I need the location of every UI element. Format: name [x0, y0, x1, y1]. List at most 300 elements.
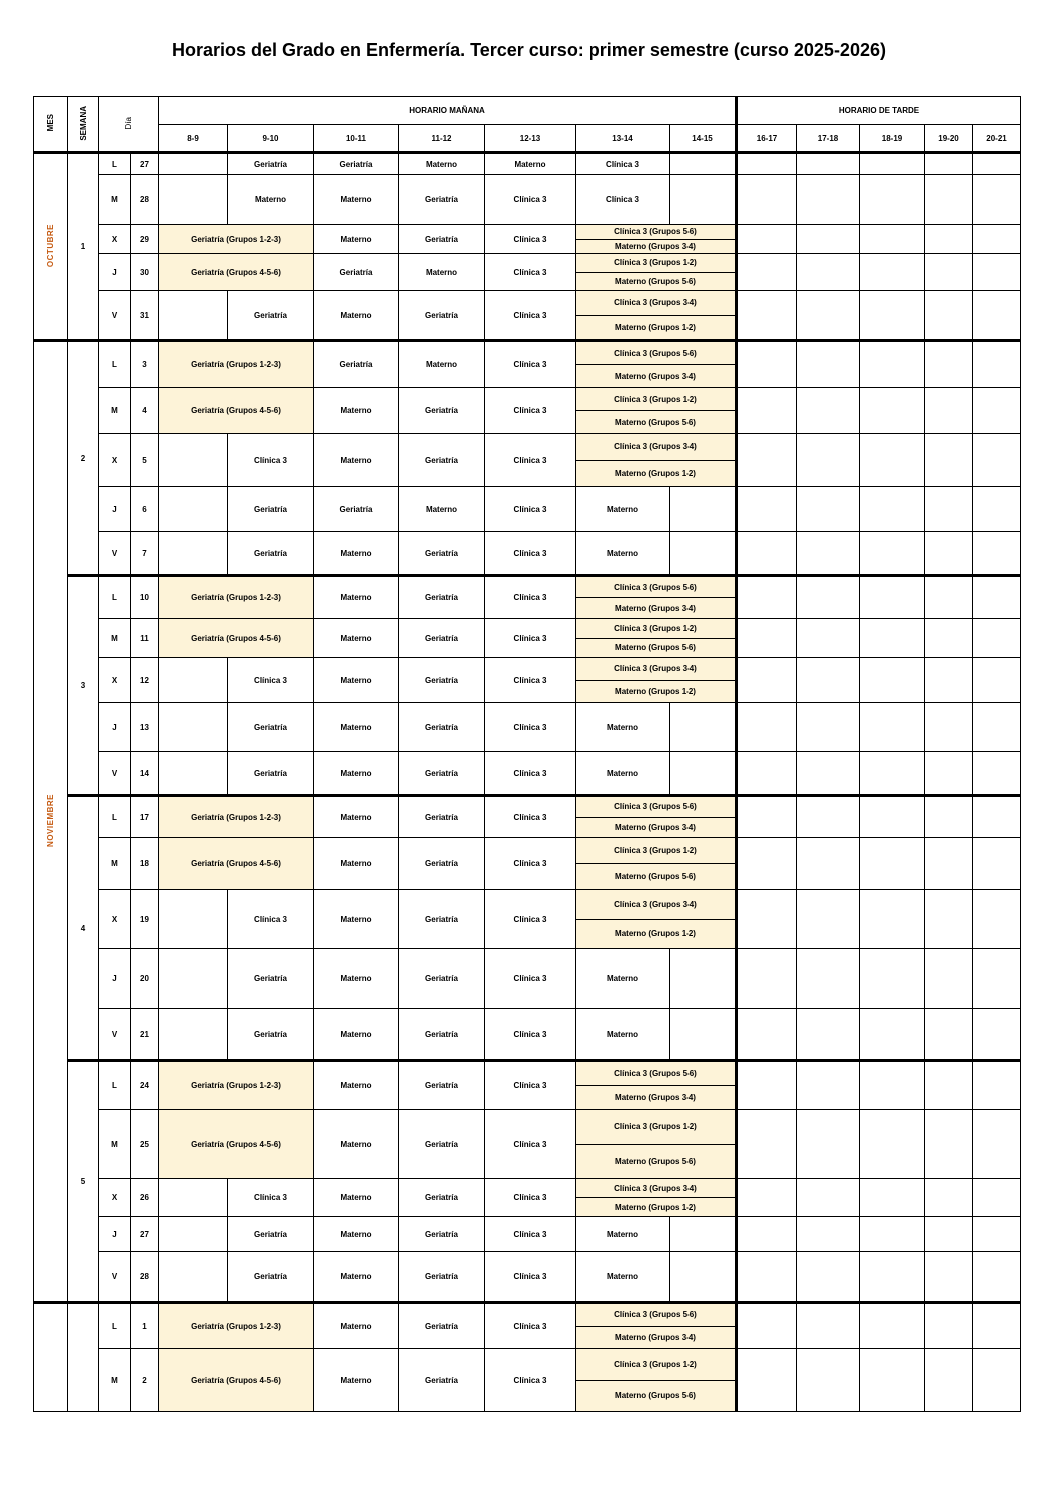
day-number: 28 — [131, 175, 159, 225]
day-number: 19 — [131, 890, 159, 949]
afternoon-cell — [925, 175, 973, 225]
split-group — [576, 1062, 735, 1109]
class-cell: Geriatría — [399, 1179, 485, 1217]
slot-header: 17-18 — [797, 125, 860, 153]
weekday-letter: V — [99, 752, 131, 796]
slot-header: 11-12 — [399, 125, 485, 153]
split-group — [576, 890, 735, 948]
table-row — [34, 1252, 1021, 1303]
class-cell — [159, 175, 228, 225]
class-cell: Clínica 3 — [485, 1349, 576, 1412]
class-cell: Clínica 3 — [485, 291, 576, 341]
afternoon-cell — [925, 796, 973, 838]
split-cell — [576, 619, 737, 658]
weekday-letter: V — [99, 1252, 131, 1303]
class-cell: Geriatría — [399, 703, 485, 752]
class-cell: Clínica 3 — [485, 341, 576, 388]
afternoon-cell — [925, 388, 973, 434]
day-number: 11 — [131, 619, 159, 658]
class-cell — [159, 1217, 228, 1252]
class-cell: Geriatría — [399, 1009, 485, 1061]
table-row — [34, 487, 1021, 532]
afternoon-cell — [860, 752, 925, 796]
day-number: 6 — [131, 487, 159, 532]
table-row — [34, 576, 1021, 619]
class-cell: Materno — [576, 752, 670, 796]
class-cell: Geriatría — [399, 1217, 485, 1252]
split-cell — [576, 796, 737, 838]
day-number: 21 — [131, 1009, 159, 1061]
table-row — [34, 153, 1021, 175]
afternoon-cell — [973, 291, 1021, 341]
afternoon-cell — [860, 254, 925, 291]
empty-cell — [670, 532, 737, 576]
slot-header: 18-19 — [860, 125, 925, 153]
class-cell: Geriatría — [399, 1349, 485, 1412]
class-cell: Geriatría — [228, 291, 314, 341]
day-number: 14 — [131, 752, 159, 796]
afternoon-cell — [737, 1179, 797, 1217]
split-cell — [576, 1349, 737, 1412]
class-cell: Materno — [399, 487, 485, 532]
afternoon-cell — [860, 1217, 925, 1252]
class-cell — [159, 703, 228, 752]
afternoon-cell — [925, 1179, 973, 1217]
afternoon-cell — [860, 175, 925, 225]
afternoon-cell — [860, 890, 925, 949]
header-morning: HORARIO MAÑANA — [159, 97, 737, 125]
split-bottom: Materno (Grupos 5-6) — [576, 1380, 735, 1412]
afternoon-cell — [860, 532, 925, 576]
table-row — [34, 1179, 1021, 1217]
weekday-letter: V — [99, 1009, 131, 1061]
empty-cell — [670, 175, 737, 225]
weekday-letter: L — [99, 1303, 131, 1349]
split-bottom: Materno (Grupos 1-2) — [576, 680, 735, 703]
afternoon-cell — [737, 1252, 797, 1303]
split-top: Clínica 3 (Grupos 3-4) — [576, 434, 735, 460]
slot-header: 20-21 — [973, 125, 1021, 153]
class-cell: Materno — [314, 291, 399, 341]
day-number: 3 — [131, 341, 159, 388]
split-top: Clínica 3 (Grupos 1-2) — [576, 254, 735, 272]
afternoon-cell — [925, 532, 973, 576]
class-cell — [159, 153, 228, 175]
day-number: 7 — [131, 532, 159, 576]
week-number: 2 — [68, 341, 99, 576]
afternoon-cell — [925, 291, 973, 341]
class-cell: Clínica 3 — [576, 153, 670, 175]
group-class-cell: Geriatría (Grupos 4-5-6) — [159, 388, 314, 434]
afternoon-cell — [973, 949, 1021, 1009]
afternoon-cell — [925, 1303, 973, 1349]
afternoon-cell — [925, 254, 973, 291]
afternoon-cell — [737, 153, 797, 175]
class-cell: Materno — [399, 153, 485, 175]
afternoon-cell — [973, 175, 1021, 225]
afternoon-cell — [797, 254, 860, 291]
afternoon-cell — [737, 1009, 797, 1061]
slot-header: 14-15 — [670, 125, 737, 153]
slot-header: 10-11 — [314, 125, 399, 153]
class-cell: Geriatría — [399, 291, 485, 341]
afternoon-cell — [737, 254, 797, 291]
split-cell — [576, 1179, 737, 1217]
afternoon-cell — [973, 153, 1021, 175]
afternoon-cell — [737, 225, 797, 254]
afternoon-cell — [797, 703, 860, 752]
split-cell — [576, 254, 737, 291]
class-cell: Clínica 3 — [485, 796, 576, 838]
empty-cell — [670, 703, 737, 752]
class-cell: Clínica 3 — [228, 658, 314, 703]
class-cell: Clínica 3 — [485, 838, 576, 890]
split-bottom: Materno (Grupos 1-2) — [576, 460, 735, 487]
class-cell: Geriatría — [399, 1110, 485, 1179]
class-cell: Clínica 3 — [485, 658, 576, 703]
afternoon-cell — [797, 796, 860, 838]
header-dia: Día — [99, 97, 159, 153]
split-bottom: Materno (Grupos 3-4) — [576, 597, 735, 618]
afternoon-cell — [797, 752, 860, 796]
afternoon-cell — [737, 532, 797, 576]
class-cell: Geriatría — [399, 434, 485, 487]
day-number: 30 — [131, 254, 159, 291]
split-group — [576, 254, 735, 290]
afternoon-cell — [973, 1009, 1021, 1061]
group-class-cell: Geriatría (Grupos 4-5-6) — [159, 838, 314, 890]
group-class-cell: Geriatría (Grupos 1-2-3) — [159, 796, 314, 838]
split-group — [576, 838, 735, 889]
table-row — [34, 619, 1021, 658]
class-cell: Geriatría — [228, 752, 314, 796]
afternoon-cell — [797, 1110, 860, 1179]
afternoon-cell — [737, 752, 797, 796]
split-top: Clínica 3 (Grupos 5-6) — [576, 1062, 735, 1085]
class-cell — [159, 434, 228, 487]
class-cell: Clínica 3 — [485, 1303, 576, 1349]
class-cell: Clínica 3 — [485, 254, 576, 291]
split-bottom: Materno (Grupos 5-6) — [576, 410, 735, 433]
afternoon-cell — [925, 576, 973, 619]
split-cell — [576, 225, 737, 254]
afternoon-cell — [860, 291, 925, 341]
class-cell: Materno — [314, 175, 399, 225]
split-bottom: Materno (Grupos 3-4) — [576, 1326, 735, 1349]
slot-header: 12-13 — [485, 125, 576, 153]
schedule-table — [33, 96, 1021, 1412]
class-cell: Clínica 3 — [485, 225, 576, 254]
slot-header: 8-9 — [159, 125, 228, 153]
class-cell: Clínica 3 — [576, 175, 670, 225]
class-cell: Clínica 3 — [485, 752, 576, 796]
month-cell — [34, 153, 68, 341]
weekday-letter: J — [99, 1217, 131, 1252]
split-bottom: Materno (Grupos 5-6) — [576, 638, 735, 658]
class-cell: Geriatría — [399, 1303, 485, 1349]
table-row — [34, 388, 1021, 434]
class-cell: Materno — [576, 1217, 670, 1252]
afternoon-cell — [925, 838, 973, 890]
class-cell: Materno — [576, 1009, 670, 1061]
weekday-letter: L — [99, 796, 131, 838]
afternoon-cell — [973, 434, 1021, 487]
class-cell: Geriatría — [399, 890, 485, 949]
class-cell: Geriatría — [228, 703, 314, 752]
weekday-letter: M — [99, 1110, 131, 1179]
table-row — [34, 703, 1021, 752]
group-class-cell: Geriatría (Grupos 1-2-3) — [159, 225, 314, 254]
header-afternoon: HORARIO DE TARDE — [737, 97, 1021, 125]
class-cell: Clínica 3 — [485, 175, 576, 225]
class-cell: Materno — [314, 1349, 399, 1412]
class-cell: Materno — [314, 1009, 399, 1061]
split-bottom: Materno (Grupos 3-4) — [576, 239, 735, 254]
afternoon-cell — [797, 619, 860, 658]
afternoon-cell — [973, 703, 1021, 752]
afternoon-cell — [925, 1252, 973, 1303]
weekday-letter: X — [99, 225, 131, 254]
class-cell — [159, 949, 228, 1009]
weekday-letter: L — [99, 341, 131, 388]
afternoon-cell — [973, 532, 1021, 576]
class-cell: Clínica 3 — [485, 619, 576, 658]
afternoon-cell — [860, 341, 925, 388]
split-cell — [576, 341, 737, 388]
class-cell: Geriatría — [314, 254, 399, 291]
afternoon-cell — [737, 949, 797, 1009]
afternoon-cell — [973, 1061, 1021, 1110]
split-group — [576, 342, 735, 387]
group-class-cell: Geriatría (Grupos 1-2-3) — [159, 1061, 314, 1110]
class-cell: Clínica 3 — [485, 1179, 576, 1217]
class-cell: Materno — [399, 341, 485, 388]
class-cell: Geriatría — [399, 175, 485, 225]
afternoon-cell — [860, 838, 925, 890]
empty-cell — [670, 153, 737, 175]
slot-header: 9-10 — [228, 125, 314, 153]
class-cell: Materno — [576, 487, 670, 532]
class-cell: Geriatría — [228, 1217, 314, 1252]
class-cell: Materno — [314, 949, 399, 1009]
weekday-letter: X — [99, 434, 131, 487]
class-cell: Geriatría — [228, 1252, 314, 1303]
afternoon-cell — [797, 890, 860, 949]
class-cell — [159, 1009, 228, 1061]
afternoon-cell — [925, 890, 973, 949]
table-row — [34, 890, 1021, 949]
split-cell — [576, 838, 737, 890]
afternoon-cell — [860, 1179, 925, 1217]
afternoon-cell — [973, 487, 1021, 532]
afternoon-cell — [925, 619, 973, 658]
class-cell: Materno — [314, 890, 399, 949]
afternoon-cell — [737, 658, 797, 703]
day-number: 28 — [131, 1252, 159, 1303]
afternoon-cell — [797, 1349, 860, 1412]
class-cell: Clínica 3 — [485, 1061, 576, 1110]
weekday-letter: M — [99, 619, 131, 658]
split-top: Clínica 3 (Grupos 1-2) — [576, 838, 735, 863]
afternoon-cell — [797, 388, 860, 434]
afternoon-cell — [860, 153, 925, 175]
class-cell: Geriatría — [399, 1252, 485, 1303]
afternoon-cell — [925, 1217, 973, 1252]
weekday-letter: L — [99, 1061, 131, 1110]
split-cell — [576, 291, 737, 341]
split-group — [576, 225, 735, 253]
table-row — [34, 341, 1021, 388]
afternoon-cell — [797, 532, 860, 576]
empty-cell — [670, 1252, 737, 1303]
afternoon-cell — [860, 658, 925, 703]
afternoon-cell — [860, 703, 925, 752]
afternoon-cell — [737, 838, 797, 890]
empty-cell — [670, 752, 737, 796]
class-cell: Geriatría — [399, 949, 485, 1009]
class-cell: Geriatría — [399, 1061, 485, 1110]
afternoon-cell — [737, 341, 797, 388]
class-cell — [159, 752, 228, 796]
class-cell: Clínica 3 — [485, 1252, 576, 1303]
table-row — [34, 254, 1021, 291]
day-number: 24 — [131, 1061, 159, 1110]
afternoon-cell — [737, 434, 797, 487]
group-class-cell: Geriatría (Grupos 4-5-6) — [159, 619, 314, 658]
class-cell: Materno — [314, 388, 399, 434]
class-cell: Geriatría — [399, 388, 485, 434]
class-cell: Materno — [314, 838, 399, 890]
empty-cell — [670, 1217, 737, 1252]
class-cell: Clínica 3 — [485, 1009, 576, 1061]
weekday-letter: M — [99, 388, 131, 434]
split-cell — [576, 434, 737, 487]
afternoon-cell — [737, 703, 797, 752]
class-cell: Materno — [314, 1179, 399, 1217]
class-cell: Materno — [314, 796, 399, 838]
day-number: 4 — [131, 388, 159, 434]
class-cell: Materno — [314, 1252, 399, 1303]
class-cell: Geriatría — [399, 838, 485, 890]
table-row — [34, 752, 1021, 796]
afternoon-cell — [797, 225, 860, 254]
class-cell — [159, 487, 228, 532]
afternoon-cell — [737, 1349, 797, 1412]
weekday-letter: X — [99, 890, 131, 949]
class-cell: Clínica 3 — [228, 890, 314, 949]
week-number: 3 — [68, 576, 99, 796]
afternoon-cell — [925, 703, 973, 752]
split-top: Clínica 3 (Grupos 5-6) — [576, 797, 735, 817]
afternoon-cell — [925, 1009, 973, 1061]
split-bottom: Materno (Grupos 1-2) — [576, 919, 735, 949]
day-number: 18 — [131, 838, 159, 890]
week-number — [68, 1303, 99, 1412]
class-cell: Materno — [314, 1303, 399, 1349]
afternoon-cell — [797, 1217, 860, 1252]
class-cell: Clínica 3 — [485, 1217, 576, 1252]
split-cell — [576, 388, 737, 434]
weekday-letter: J — [99, 949, 131, 1009]
class-cell: Materno — [314, 619, 399, 658]
class-cell: Materno — [399, 254, 485, 291]
afternoon-cell — [860, 1009, 925, 1061]
class-cell — [159, 1179, 228, 1217]
table-row — [34, 225, 1021, 254]
weekday-letter: V — [99, 532, 131, 576]
class-cell: Materno — [576, 703, 670, 752]
class-cell: Clínica 3 — [485, 388, 576, 434]
group-class-cell: Geriatría (Grupos 4-5-6) — [159, 1110, 314, 1179]
afternoon-cell — [973, 254, 1021, 291]
afternoon-cell — [797, 153, 860, 175]
afternoon-cell — [860, 434, 925, 487]
class-cell: Clínica 3 — [228, 1179, 314, 1217]
afternoon-cell — [925, 434, 973, 487]
weekday-letter: J — [99, 254, 131, 291]
day-number: 2 — [131, 1349, 159, 1412]
afternoon-cell — [797, 576, 860, 619]
split-top: Clínica 3 (Grupos 5-6) — [576, 342, 735, 364]
split-group — [576, 619, 735, 657]
class-cell — [159, 291, 228, 341]
afternoon-cell — [860, 1303, 925, 1349]
table-row — [34, 1009, 1021, 1061]
group-class-cell: Geriatría (Grupos 1-2-3) — [159, 1303, 314, 1349]
split-group — [576, 658, 735, 702]
afternoon-cell — [737, 619, 797, 658]
class-cell: Materno — [314, 434, 399, 487]
split-group — [576, 434, 735, 486]
afternoon-cell — [860, 619, 925, 658]
split-group — [576, 577, 735, 618]
week-number: 4 — [68, 796, 99, 1061]
afternoon-cell — [737, 487, 797, 532]
split-top: Clínica 3 (Grupos 5-6) — [576, 1304, 735, 1326]
afternoon-cell — [973, 341, 1021, 388]
table-row — [34, 796, 1021, 838]
split-bottom: Materno (Grupos 3-4) — [576, 364, 735, 387]
header-mes: MES — [34, 97, 68, 153]
afternoon-cell — [925, 1349, 973, 1412]
week-number: 1 — [68, 153, 99, 341]
weekday-letter: X — [99, 1179, 131, 1217]
split-bottom: Materno (Grupos 1-2) — [576, 315, 735, 340]
class-cell: Clínica 3 — [228, 434, 314, 487]
afternoon-cell — [925, 949, 973, 1009]
afternoon-cell — [797, 658, 860, 703]
afternoon-cell — [973, 1303, 1021, 1349]
class-cell: Materno — [228, 175, 314, 225]
class-cell — [159, 1252, 228, 1303]
split-cell — [576, 890, 737, 949]
class-cell — [159, 890, 228, 949]
split-group — [576, 797, 735, 837]
day-number: 27 — [131, 1217, 159, 1252]
weekday-letter: V — [99, 291, 131, 341]
weekday-letter: M — [99, 175, 131, 225]
class-cell: Clínica 3 — [485, 532, 576, 576]
weekday-letter: J — [99, 487, 131, 532]
class-cell: Geriatría — [228, 487, 314, 532]
afternoon-cell — [737, 291, 797, 341]
month-cell — [34, 1303, 68, 1412]
group-class-cell: Geriatría (Grupos 4-5-6) — [159, 1349, 314, 1412]
afternoon-cell — [860, 576, 925, 619]
day-number: 29 — [131, 225, 159, 254]
afternoon-cell — [860, 1061, 925, 1110]
month-label: NOVIEMBRE — [46, 794, 55, 847]
